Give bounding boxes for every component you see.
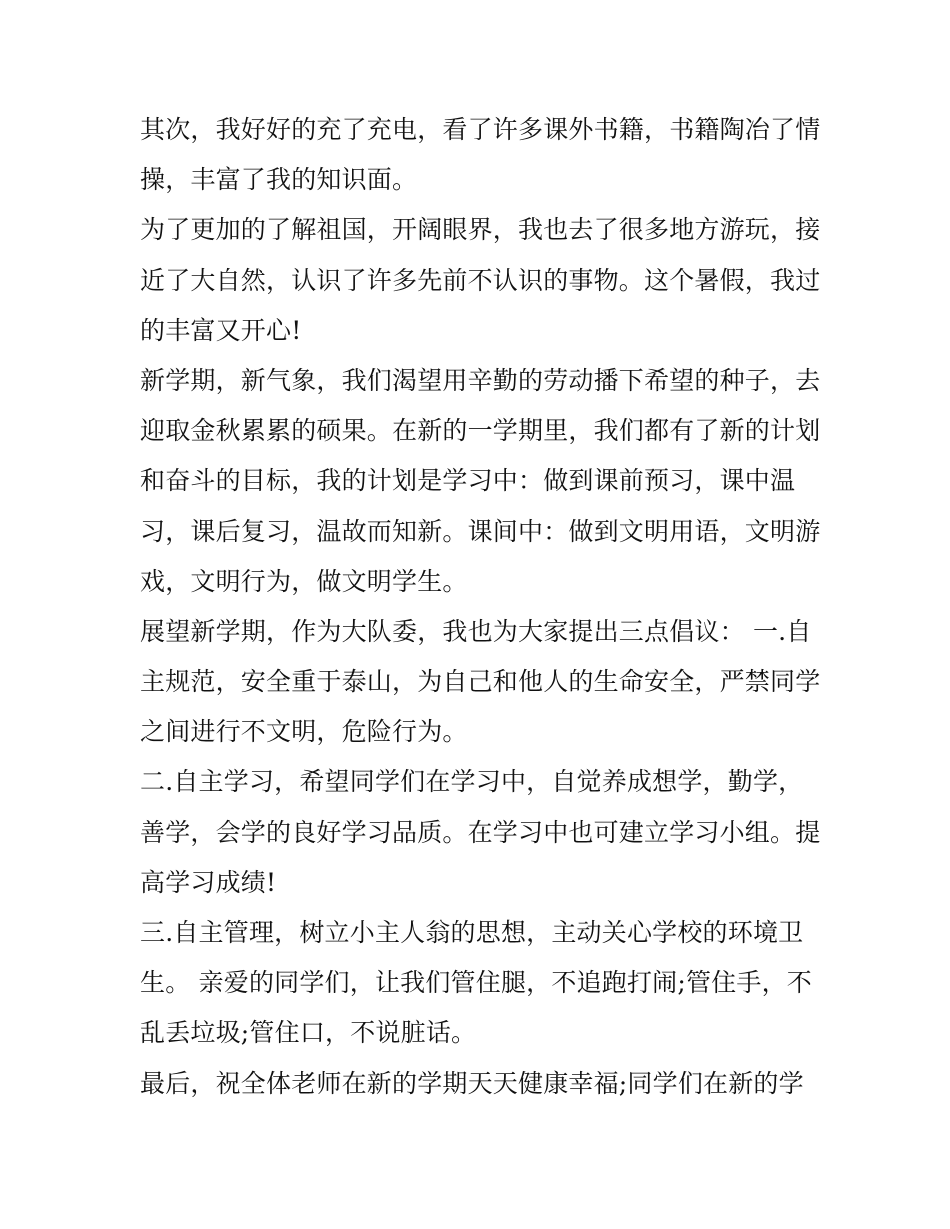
text-line: 善学，会学的良好学习品质。在学习中也可建立学习小组。提 [140, 817, 821, 847]
text-line: 二.自主学习，希望同学们在学习中，自觉养成想学，勤学， [140, 767, 804, 797]
text-line: 三.自主管理，树立小主人翁的思想，主动关心学校的环境卫 [140, 918, 804, 947]
text-line: 之间进行不文明，危险行为。 [140, 717, 468, 747]
text-line: 主规范，安全重于泰山，为自己和他人的生命安全，严禁同学 [140, 667, 821, 697]
text-line: 戏，文明行为，做文明学生。 [140, 566, 468, 596]
text-line: 近了大自然，认识了许多先前不认识的事物。这个暑假，我过 [140, 265, 821, 295]
text-line: 的丰富又开心! [140, 315, 302, 345]
text-line: 和奋斗的目标，我的计划是学习中：做到课前预习，课中温 [140, 466, 796, 496]
text-line: 乱丢垃圾;管住口，不说脏话。 [140, 1018, 477, 1048]
document-body [140, 105, 820, 1109]
text-line: 高学习成绩! [140, 867, 277, 897]
text-line: 习，课后复习，温故而知新。课间中：做到文明用语，文明游 [140, 516, 821, 546]
text-line: 为了更加的了解祖国，开阔眼界，我也去了很多地方游玩，接 [140, 215, 821, 245]
text-line: 生。 亲爱的同学们，让我们管住腿，不追跑打闹;管住手，不 [140, 968, 812, 998]
text-line: 迎取金秋累累的硕果。在新的一学期里，我们都有了新的计划 [140, 416, 821, 446]
text-line: 展望新学期，作为大队委，我也为大家提出三点倡议： 一.自 [140, 616, 812, 646]
text-line: 最后，祝全体老师在新的学期天天健康幸福;同学们在新的学 [140, 1068, 804, 1098]
text-line: 操，丰富了我的知识面。 [140, 165, 418, 195]
text-line: 其次，我好好的充了充电，看了许多课外书籍，书籍陶冶了情 [140, 115, 821, 144]
text-line: 新学期，新气象，我们渴望用辛勤的劳动播下希望的种子，去 [140, 365, 821, 395]
